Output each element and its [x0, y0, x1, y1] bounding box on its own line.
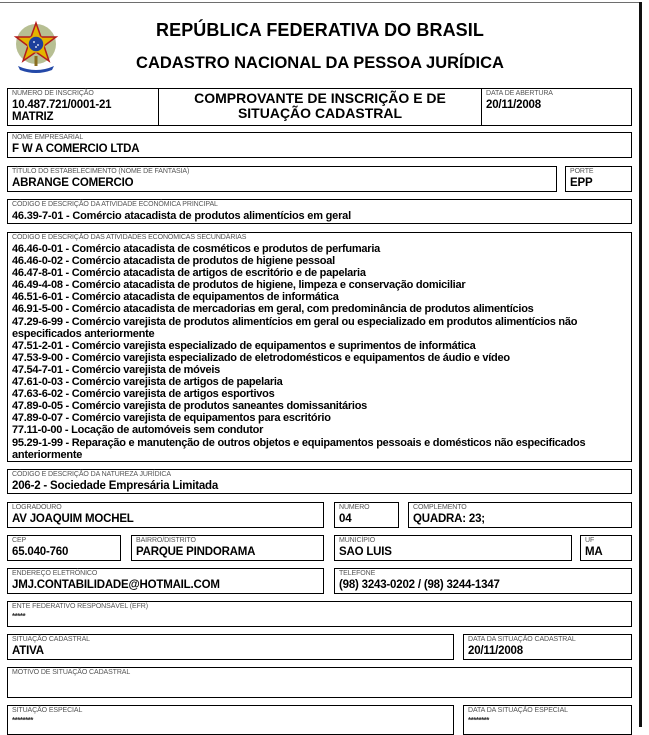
bairro-box: [131, 535, 324, 561]
situacao-especial-value: ********: [12, 716, 33, 725]
logradouro-label: LOGRADOURO: [12, 504, 62, 511]
list-item: 47.89-0-05 - Comércio varejista de produtos saneantes domissanitários: [12, 400, 368, 413]
efr-box: [7, 601, 632, 627]
situacao-value: ATIVA: [12, 645, 44, 657]
natureza-juridica-value: 206-2 - Sociedade Empresária Limitada: [12, 480, 219, 492]
bairro-label: BAIRRO/DISTRITO: [136, 537, 196, 544]
atividades-secundarias-box: [7, 232, 632, 462]
cep-label: CEP: [12, 537, 27, 544]
telefone-value: (98) 3243-0202 / (98) 3244-1347: [339, 579, 500, 591]
logradouro-box: [7, 502, 324, 528]
registry-title: CADASTRO NACIONAL DA PESSOA JURÍDICA: [136, 54, 504, 72]
email-value: JMJ.CONTABILIDADE@HOTMAIL.COM: [12, 579, 220, 591]
nome-empresarial-label: NOME EMPRESARIAL: [12, 134, 84, 141]
country-title: REPÚBLICA FEDERATIVA DO BRASIL: [155, 20, 484, 40]
inscricao-label: NÚMERO DE INSCRIÇÃO: [12, 90, 94, 97]
porte-label: PORTE: [570, 168, 594, 175]
atividades-secundarias-list: [12, 243, 625, 461]
list-item: 47.51-2-01 - Comércio varejista especializado de equipamentos e suprimentos de informática: [12, 339, 476, 352]
data-situacao-especial-label: DATA DA SITUAÇÃO ESPECIAL: [468, 707, 568, 714]
municipio-value: SAO LUIS: [339, 546, 392, 558]
list-item: 46.51-6-01 - Comércio atacadista de equipamentos de informática: [12, 291, 339, 304]
list-item: 47.29-6-99 - Comércio varejista de produtos alimentícios em geral ou especializado em produtos alimentícios não especificados anteriormente: [12, 315, 578, 340]
municipio-box: [334, 535, 572, 561]
data-situacao-value: 20/11/2008: [468, 645, 523, 657]
list-item: 47.89-0-07 - Comércio varejista de equipamentos para escritório: [12, 412, 331, 425]
comprovante-title: COMPROVANTE DE INSCRIÇÃO E DE SITUAÇÃO CADASTRAL: [194, 90, 446, 121]
email-box: [7, 568, 324, 594]
list-item: 46.46-0-01 - Comércio atacadista de cosméticos e produtos de perfumaria: [12, 243, 380, 255]
numero-box: [334, 502, 399, 528]
abertura-value: 20/11/2008: [486, 99, 541, 111]
cep-value: 65.040-760: [12, 546, 69, 558]
page-border-top: [0, 2, 640, 3]
abertura-box: [481, 88, 632, 126]
motivo-box: [7, 667, 632, 698]
page-border-right: [639, 2, 642, 727]
situacao-label: SITUAÇÃO CADASTRAL: [12, 636, 90, 643]
inscricao-type: MATRIZ: [12, 111, 54, 123]
titulo-value: ABRANGE COMERCIO: [12, 177, 134, 189]
data-situacao-box: [463, 634, 632, 660]
uf-label: UF: [585, 537, 595, 544]
complemento-box: [408, 502, 632, 528]
uf-box: [580, 535, 632, 561]
telefone-label: TELEFONE: [339, 570, 376, 577]
titulo-box: [7, 166, 557, 192]
natureza-juridica-label: CÓDIGO E DESCRIÇÃO DA NATUREZA JURÍDICA: [12, 471, 171, 478]
nome-empresarial-value: F W A COMERCIO LTDA: [12, 143, 140, 155]
email-label: ENDEREÇO ELETRÔNICO: [12, 570, 98, 577]
logradouro-value: AV JOAQUIM MOCHEL: [12, 513, 134, 525]
list-item: 47.54-7-01 - Comércio varejista de móveis: [12, 363, 221, 376]
porte-box: [565, 166, 632, 192]
data-situacao-label: DATA DA SITUAÇÃO CADASTRAL: [468, 636, 576, 643]
list-item: 46.47-8-01 - Comércio atacadista de artigos de escritório e de papelaria: [12, 267, 366, 280]
inscricao-box: [7, 88, 159, 126]
municipio-label: MUNICÍPIO: [339, 537, 376, 544]
efr-value: *****: [12, 612, 26, 621]
titulo-label: TÍTULO DO ESTABELECIMENTO (NOME DE FANTASIA): [12, 168, 190, 175]
list-item: 77.11-0-00 - Locação de automóveis sem condutor: [12, 424, 264, 437]
list-item: 47.61-0-03 - Comércio varejista de artigos de papelaria: [12, 376, 283, 389]
list-item: 46.46-0-02 - Comércio atacadista de produtos de higiene pessoal: [12, 255, 335, 268]
abertura-label: DATA DE ABERTURA: [486, 90, 553, 97]
atividade-principal-value: 46.39-7-01 - Comércio atacadista de produtos alimentícios em geral: [12, 210, 351, 222]
list-item: 46.91-5-00 - Comércio atacadista de mercadorias em geral, com predominância de produtos alimentícios: [12, 303, 534, 316]
complemento-value: QUADRA: 23;: [413, 513, 485, 525]
atividade-principal-box: [7, 199, 632, 224]
atividades-secundarias-label: CÓDIGO E DESCRIÇÃO DAS ATIVIDADES ECONÔMICAS SECUNDÁRIAS: [12, 234, 247, 241]
list-item: 46.49-4-08 - Comércio atacadista de produtos de higiene, limpeza e conservação domiciliar: [12, 279, 466, 292]
porte-value: EPP: [570, 177, 593, 189]
list-item: 47.53-9-00 - Comércio varejista especializado de eletrodomésticos e equipamentos de áudio e vídeo: [12, 351, 510, 364]
bairro-value: PARQUE PINDORAMA: [136, 546, 256, 558]
atividade-principal-label: CÓDIGO E DESCRIÇÃO DA ATIVIDADE ECONÔMICA PRINCIPAL: [12, 201, 218, 208]
telefone-box: [334, 568, 632, 594]
motivo-label: MOTIVO DE SITUAÇÃO CADASTRAL: [12, 669, 131, 676]
natureza-juridica-box: [7, 469, 632, 494]
data-situacao-especial-value: ********: [468, 716, 489, 725]
complemento-label: COMPLEMENTO: [413, 504, 467, 511]
situacao-especial-box: [7, 705, 454, 735]
inscricao-number: 10.487.721/0001-21: [12, 99, 112, 111]
comprovante-box: [158, 88, 482, 126]
list-item: 95.29-1-99 - Reparação e manutenção de outros objetos e equipamentos pessoais e domésticos não especificados anteriormente: [12, 436, 586, 461]
situacao-box: [7, 634, 454, 660]
situacao-especial-label: SITUAÇÃO ESPECIAL: [12, 707, 83, 714]
numero-label: NÚMERO: [339, 504, 370, 511]
cep-box: [7, 535, 121, 561]
efr-label: ENTE FEDERATIVO RESPONSÁVEL (EFR): [12, 603, 148, 610]
nome-empresarial-box: [7, 132, 632, 158]
list-item: 47.63-6-02 - Comércio varejista de artigos esportivos: [12, 388, 275, 401]
data-situacao-especial-box: [463, 705, 632, 735]
uf-value: MA: [585, 546, 603, 558]
numero-value: 04: [339, 513, 352, 525]
